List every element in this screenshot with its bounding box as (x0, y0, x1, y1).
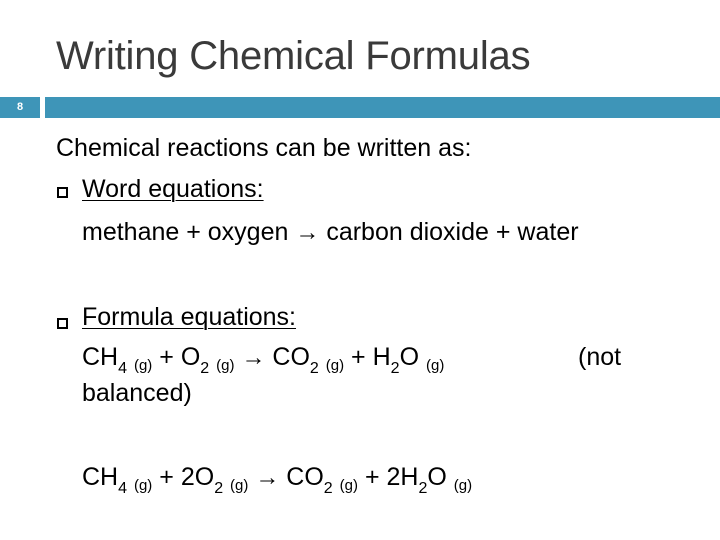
arrow-icon: → (295, 219, 320, 246)
unbalanced-equation: $CH_4$ $_{(g)} + O_2$ $_{(g)} \to CO_2$ $_{(g)} + H_2O$ $_{(g)}$ (82, 343, 445, 377)
bullet-square-icon (57, 187, 68, 198)
formula-equations-heading: Formula equations: (82, 303, 297, 331)
word-equations-heading: Word equations: (82, 175, 264, 203)
arrow-icon: → (241, 344, 266, 371)
word-equation (82, 218, 579, 247)
slide-number-badge: 8 (0, 97, 40, 118)
accent-bar (45, 97, 720, 118)
arrow-icon: → (255, 464, 280, 491)
slide-title: Writing Chemical Formulas (56, 34, 531, 78)
intro-text: Chemical reactions can be written as: (56, 134, 472, 162)
not-balanced-note-close: balanced) (82, 379, 192, 407)
balanced-equation: $CH_4$ $_{(g)} + 2O_2$ $_{(g)} \to CO_2$ $_{(g)} + 2H_2O$ $_{(g)}$ (82, 463, 473, 497)
word-reactants: methane + oxygen (82, 218, 289, 246)
not-balanced-note-open: (not (578, 343, 622, 371)
word-products: carbon dioxide + water (326, 218, 579, 246)
bullet-square-icon (57, 318, 68, 329)
